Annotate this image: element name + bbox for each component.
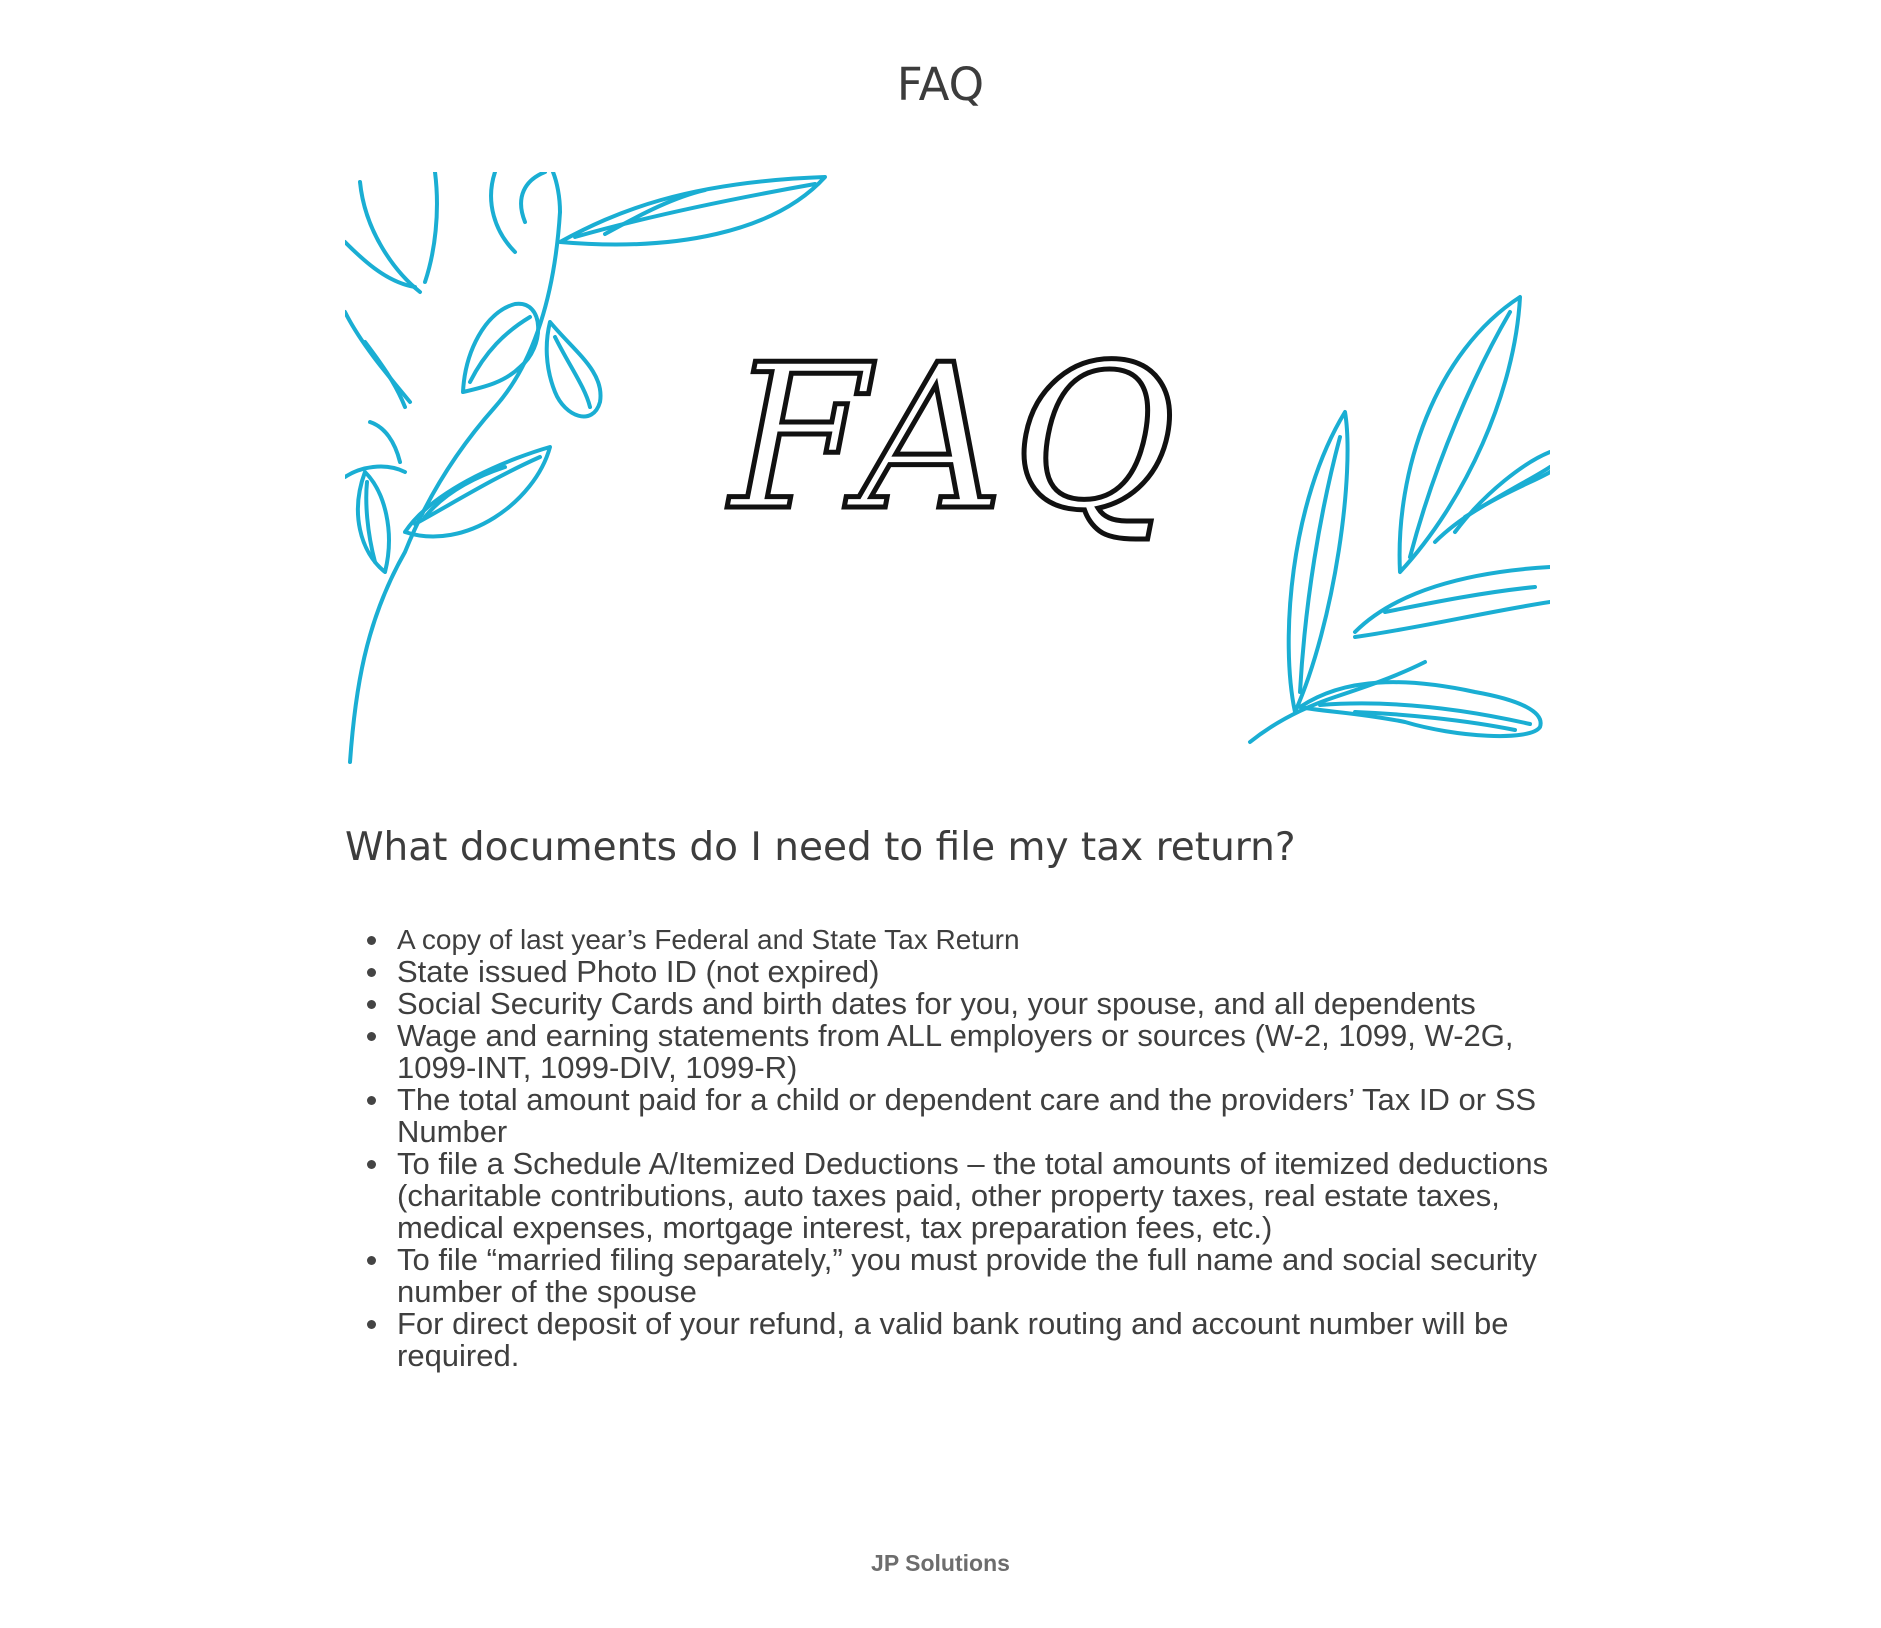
- faq-hero-illustration: [345, 172, 1550, 767]
- list-item: Social Security Cards and birth dates for you, your spouse, and all dependents: [397, 988, 1550, 1020]
- documents-list: [345, 924, 1550, 1372]
- right-leaf-branch: [1250, 297, 1550, 742]
- list-item: The total amount paid for a child or dependent care and the providers’ Tax ID or SS Number: [397, 1084, 1550, 1148]
- page-title: FAQ: [896, 58, 985, 111]
- list-item: For direct deposit of your refund, a valid bank routing and account number will be required.: [397, 1308, 1550, 1372]
- faq-hero-image: [345, 172, 1550, 767]
- list-item: Wage and earning statements from ALL employers or sources (W-2, 1099, W-2G, 1099-INT, 1099-DIV, 1099-R): [397, 1020, 1550, 1084]
- list-item: A copy of last year’s Federal and State Tax Return: [397, 924, 1550, 956]
- faq-hero-word: FAQ: [730, 322, 1184, 555]
- list-item: To file “married filing separately,” you must provide the full name and social security number of the spouse: [397, 1244, 1550, 1308]
- footer-brand: JP Solutions: [871, 1550, 1010, 1576]
- list-item: To file a Schedule A/Itemized Deductions – the total amounts of itemized deductions (charitable contributions, auto taxes paid, other property taxes, real estate taxes, medical expenses, mortgage interest, tax preparation fees, etc.): [397, 1146, 1549, 1245]
- faq-question-heading: What documents do I need to file my tax return?: [345, 825, 1296, 870]
- list-item: State issued Photo ID (not expired): [397, 956, 1550, 988]
